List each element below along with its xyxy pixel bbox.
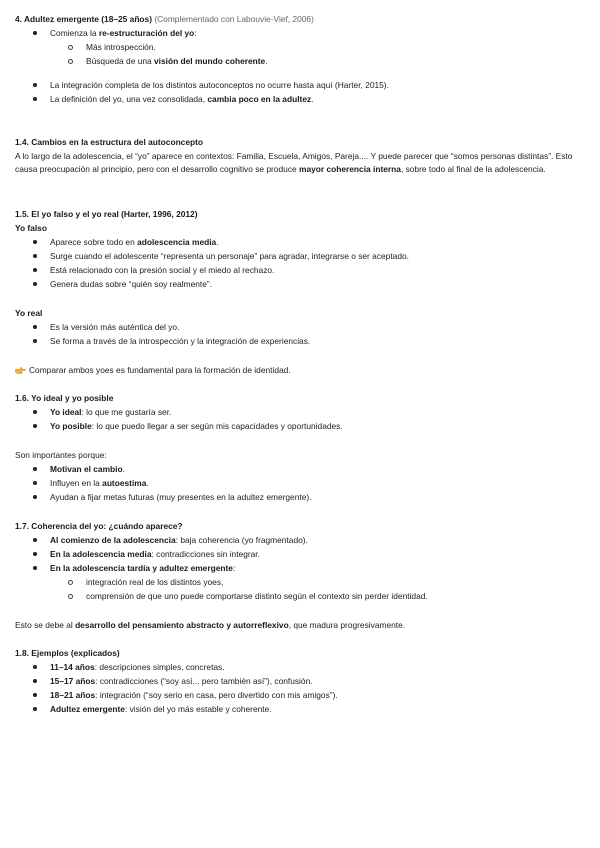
section-1-5-title: 1.5. El yo falso y el yo real (Harter, 1996, 2012) (15, 209, 198, 219)
bullet-icon (33, 97, 37, 101)
section-1-4-paragraph: A lo largo de la adolescencia, el “yo” aparece en contextos: Familia, Escuela, Amigos, Pareja.... Y puede parecer que “somos personas distintas”. Esto causa preocupación al principio, pero con el desarrollo cognitivo se produce mayor coherencia interna, sobre todo al final de la adolescencia. (15, 151, 573, 174)
list-item: Aparece sobre todo en adolescencia media. (50, 237, 219, 247)
bullet-icon (33, 424, 37, 428)
bullet-icon (33, 566, 37, 570)
list-item: Es la versión más auténtica del yo. (50, 322, 180, 332)
yo-real-label: Yo real (15, 308, 43, 318)
section-4-heading (15, 13, 314, 26)
sub-list-item: comprensión de que uno puede comportarse distinto según el contexto sin perder identidad. (86, 591, 428, 601)
list-item: Está relacionado con la presión social y el miedo al rechazo. (50, 265, 275, 275)
list-item: En la adolescencia tardía y adultez emergente: (50, 563, 236, 573)
list-item: La definición del yo, una vez consolidada, cambia poco en la adultez. (50, 94, 314, 104)
bullet-icon (33, 325, 37, 329)
bullet-icon (33, 240, 37, 244)
list-item: Ayudan a fijar metas futuras (muy presentes en la adultez emergente). (50, 492, 312, 502)
section-1-8-title: 1.8. Ejemplos (explicados) (15, 648, 120, 658)
list-item: Surge cuando el adolescente “representa un personaje” para agradar, integrarse o ser aceptado. (50, 251, 409, 261)
sub-list-item: integración real de los distintos yoes, (86, 577, 224, 587)
bullet-icon (33, 552, 37, 556)
section-1-6-intro: Son importantes porque: (15, 450, 107, 460)
section-4-note: (Complementado con Labouvie-Vief, 2006) (154, 14, 314, 24)
sub-list-item: Búsqueda de una visión del mundo coherente. (86, 56, 268, 66)
list-item: Yo ideal: lo que me gustaría ser. (50, 407, 172, 417)
pointing-hand-icon (15, 365, 26, 374)
bullet-icon (33, 254, 37, 258)
list-item: Yo posible: lo que puedo llegar a ser según mis capacidades y oportunidades. (50, 421, 343, 431)
bullet-icon (33, 495, 37, 499)
list-item: 15–17 años: contradicciones (“soy así... pero también así”), confusión. (50, 676, 313, 686)
section-4-title: 4. Adultez emergente (18–25 años) (15, 14, 152, 24)
section-1-6-title: 1.6. Yo ideal y yo posible (15, 393, 114, 403)
section-1-7-closing: Esto se debe al desarrollo del pensamiento abstracto y autorreflexivo, que madura progresivamente. (15, 620, 406, 630)
sub-bullet-icon (68, 45, 73, 50)
bullet-icon (33, 679, 37, 683)
bullet-icon (33, 467, 37, 471)
section-1-5-note: Comparar ambos yoes es fundamental para la formación de identidad. (15, 364, 291, 377)
list-item: Genera dudas sobre “quién soy realmente”. (50, 279, 213, 289)
list-item: Comienza la re-estructuración del yo: (50, 28, 197, 38)
sub-bullet-icon (68, 594, 73, 599)
bullet-icon (33, 282, 37, 286)
sub-bullet-icon (68, 580, 73, 585)
bullet-icon (33, 538, 37, 542)
bullet-icon (33, 707, 37, 711)
section-1-7-title: 1.7. Coherencia del yo: ¿cuándo aparece? (15, 521, 183, 531)
list-item: La integración completa de los distintos autoconceptos no ocurre hasta aquí (Harter, 2015). (50, 80, 389, 90)
bullet-icon (33, 410, 37, 414)
list-item: Al comienzo de la adolescencia: baja coherencia (yo fragmentado). (50, 535, 308, 545)
list-item: Se forma a través de la introspección y la integración de experiencias. (50, 336, 311, 346)
list-item: Adultez emergente: visión del yo más estable y coherente. (50, 704, 272, 714)
list-item: Motivan el cambio. (50, 464, 125, 474)
sub-bullet-icon (68, 59, 73, 64)
list-item: 18–21 años: integración (“soy serio en casa, pero divertido con mis amigos”). (50, 690, 338, 700)
yo-falso-label: Yo falso (15, 223, 47, 233)
bullet-icon (33, 693, 37, 697)
bullet-icon (33, 83, 37, 87)
bullet-icon (33, 31, 37, 35)
bullet-icon (33, 481, 37, 485)
sub-list-item: Más introspección. (86, 42, 156, 52)
bullet-icon (33, 268, 37, 272)
list-item: En la adolescencia media: contradicciones sin integrar. (50, 549, 260, 559)
section-1-4-title: 1.4. Cambios en la estructura del autoconcepto (15, 137, 204, 147)
list-item: Influyen en la autoestima. (50, 478, 149, 488)
bullet-icon (33, 665, 37, 669)
list-item: 11–14 años: descripciones simples, concretas. (50, 662, 225, 672)
bullet-icon (33, 339, 37, 343)
